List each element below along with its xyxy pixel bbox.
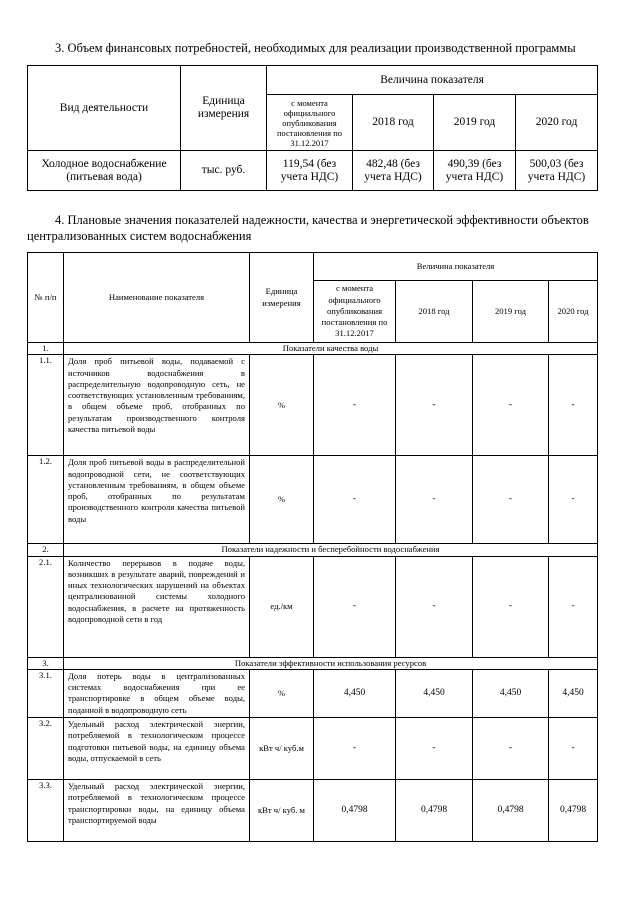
cell-unit: тыс. руб.: [181, 151, 267, 191]
row-value-2018: -: [396, 718, 473, 780]
row-name: Доля потерь воды в централизованных системах водоснабжения при ее транспортировке в общем объеме воды, поданной в водопроводную сеть: [64, 669, 250, 717]
row-value-2019: -: [473, 355, 549, 456]
row-value-2020: -: [549, 355, 598, 456]
row-value-2019: 0,4798: [473, 780, 549, 842]
cell-value-2019: 490,39 (без учета НДС): [434, 151, 516, 191]
table-row: [28, 556, 598, 657]
header-2020: 2020 год: [516, 95, 598, 151]
row-num: 1.: [28, 343, 64, 355]
row-unit: кВт ч/ куб.м: [250, 718, 314, 780]
row-num: 2.: [28, 544, 64, 556]
row-value-from-publication: 0,4798: [314, 780, 396, 842]
row-num: 3.2.: [28, 718, 64, 780]
row-name: Количество перерывов в подаче воды, возникших в результате аварий, повреждений и иных технологических нарушений на объектах централизованной системы холодного водоснабжения, в расчете на протяженность водопроводной сети в год: [64, 556, 250, 657]
row-value-from-publication: -: [314, 718, 396, 780]
header-activity: Вид деятельности: [28, 66, 181, 151]
row-value-from-publication: 4,450: [314, 669, 396, 717]
header-2018: 2018 год: [396, 281, 473, 343]
header-from-publication: с момента официального опубликования постановления по 31.12.2017: [314, 281, 396, 343]
row-value-2020: -: [549, 556, 598, 657]
row-num: 2.1.: [28, 556, 64, 657]
row-value-2018: -: [396, 456, 473, 544]
row-unit: %: [250, 456, 314, 544]
table-row: [28, 151, 598, 191]
row-name: Доля проб питьевой воды в распределительной водопроводной сети, не соответствующих установленным требованиям, в общем объеме проб, отобранных по результатам производственного контроля качества питьевой воды: [64, 456, 250, 544]
table-row: [28, 669, 598, 717]
row-unit: ед./км: [250, 556, 314, 657]
row-name: Доля проб питьевой воды, подаваемой с источников водоснабжения в распределительную водопроводную сеть, не соответствующих установленным требованиям, в общем объеме проб, отобранных по результатам производственного контроля качества питьевой воды: [64, 355, 250, 456]
row-value-from-publication: -: [314, 355, 396, 456]
row-unit: кВт ч/ куб. м: [250, 780, 314, 842]
row-value-2019: -: [473, 718, 549, 780]
header-2018: 2018 год: [353, 95, 434, 151]
row-num: 1.1.: [28, 355, 64, 456]
header-2020: 2020 год: [549, 281, 598, 343]
section3-title: 3. Объем финансовых потребностей, необходимых для реализации производственной программы: [55, 41, 576, 55]
table-row: [28, 718, 598, 780]
row-num: 3.: [28, 657, 64, 669]
row-value-2018: -: [396, 556, 473, 657]
header-name: Наименование показателя: [64, 253, 250, 343]
header-2019: 2019 год: [473, 281, 549, 343]
header-from-publication: с момента официального опубликования постановления по 31.12.2017: [267, 95, 353, 151]
row-num: 1.2.: [28, 456, 64, 544]
header-unit: Единица измерения: [181, 66, 267, 151]
section4-title: 4. Плановые значения показателей надежности, качества и энергетической эффективности объектов централизованных систем водоснабжения: [27, 213, 589, 243]
indicators-table: [27, 252, 598, 842]
row-unit: %: [250, 355, 314, 456]
financial-needs-table: [27, 65, 598, 191]
row-value-2018: -: [396, 355, 473, 456]
section-row: [28, 343, 598, 355]
row-value-2019: 4,450: [473, 669, 549, 717]
header-value: Величина показателя: [267, 66, 598, 95]
table-row: [28, 456, 598, 544]
cell-value-2018: 482,48 (без учета НДС): [353, 151, 434, 191]
header-2019: 2019 год: [434, 95, 516, 151]
section-heading: Показатели качества воды: [64, 343, 598, 355]
row-value-2020: 4,450: [549, 669, 598, 717]
header-value: Величина показателя: [314, 253, 598, 281]
row-num: 3.1.: [28, 669, 64, 717]
section-heading: Показатели надежности и бесперебойности водоснабжения: [64, 544, 598, 556]
row-value-2020: -: [549, 456, 598, 544]
row-value-2020: 0,4798: [549, 780, 598, 842]
table-row: [28, 780, 598, 842]
row-value-2019: -: [473, 456, 549, 544]
row-unit: %: [250, 669, 314, 717]
section-row: [28, 657, 598, 669]
section-heading: Показатели эффективности использования ресурсов: [64, 657, 598, 669]
row-name: Удельный расход электрической энергии, потребляемой в технологическом процессе подготовки питьевой воды, на единицу объема воды, отпускаемой в сеть: [64, 718, 250, 780]
row-value-2019: -: [473, 556, 549, 657]
row-num: 3.3.: [28, 780, 64, 842]
row-name: Удельный расход электрической энергии, потребляемой в технологическом процессе транспортировки воды, на единицу объема транспортируемой воды: [64, 780, 250, 842]
row-value-from-publication: -: [314, 556, 396, 657]
cell-value-2020: 500,03 (без учета НДС): [516, 151, 598, 191]
row-value-2018: 4,450: [396, 669, 473, 717]
header-unit: Единица измерения: [250, 253, 314, 343]
header-num: № п/п: [28, 253, 64, 343]
row-value-from-publication: -: [314, 456, 396, 544]
row-value-2020: -: [549, 718, 598, 780]
section-row: [28, 544, 598, 556]
table-row: [28, 355, 598, 456]
row-value-2018: 0,4798: [396, 780, 473, 842]
cell-value-from-publication: 119,54 (без учета НДС): [267, 151, 353, 191]
cell-activity: Холодное водоснабжение (питьевая вода): [28, 151, 181, 191]
